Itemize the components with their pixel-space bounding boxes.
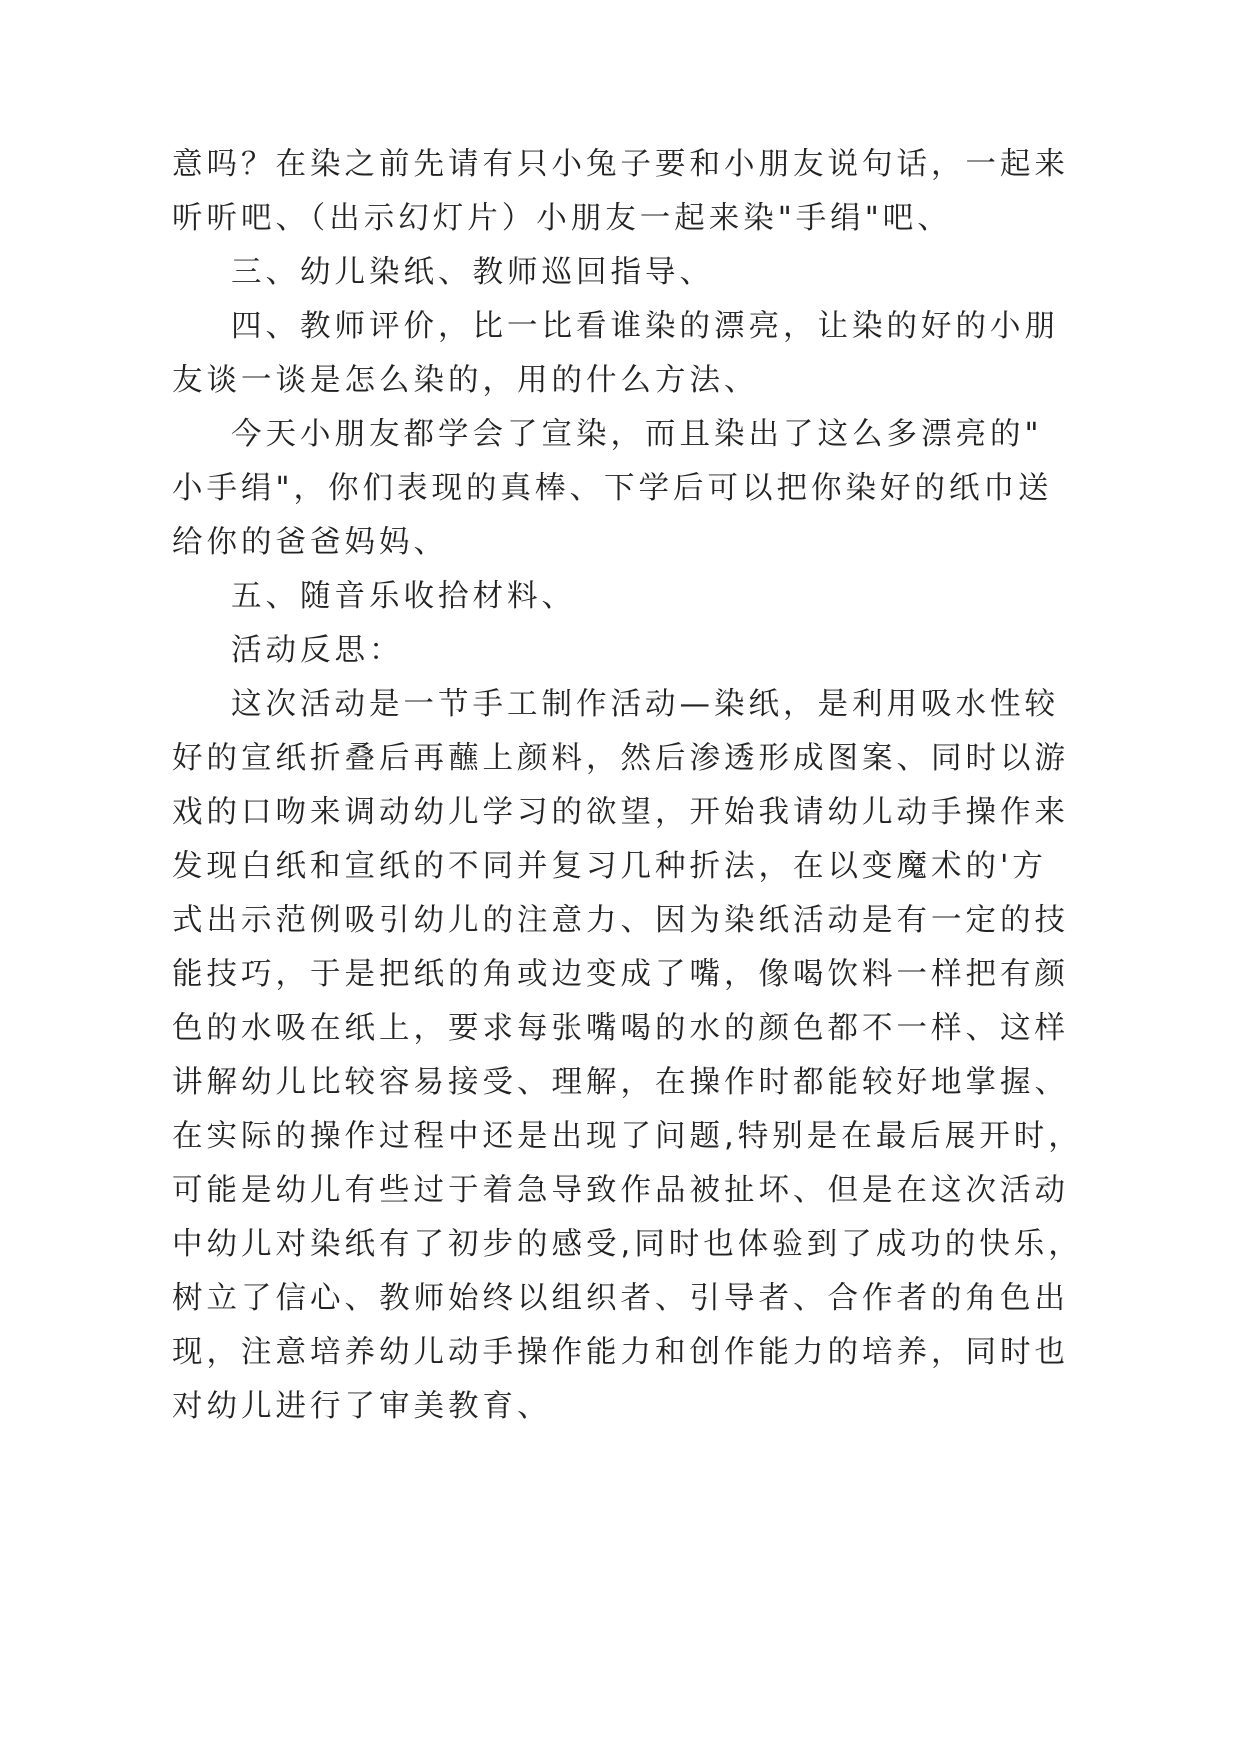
text-line: 中幼儿对染纸有了初步的感受,同时也体验到了成功的快乐， [172, 1227, 1083, 1262]
text-line: 发现白纸和宣纸的不同并复习几种折法，在以变魔术的'方 [172, 849, 1047, 884]
text-line: 现，注意培养幼儿动手操作能力和创作能力的培养，同时也 [172, 1335, 1069, 1370]
text-line: 树立了信心、教师始终以组织者、引导者、合作者的角色出 [172, 1281, 1069, 1316]
text-line: 今天小朋友都学会了宣染，而且染出了这么多漂亮的" [231, 417, 1043, 452]
text-line: 在实际的操作过程中还是出现了问题,特别是在最后展开时， [172, 1119, 1083, 1154]
text-line: 四、教师评价，比一比看谁染的漂亮，让染的好的小朋 [231, 309, 1059, 344]
text-line: 好的宣纸折叠后再蘸上颜料，然后渗透形成图案、同时以游 [172, 741, 1069, 776]
text-line: 讲解幼儿比较容易接受、理解，在操作时都能较好地掌握、 [172, 1065, 1069, 1100]
text-line: 友谈一谈是怎么染的，用的什么方法、 [172, 363, 759, 398]
text-line: 戏的口吻来调动幼儿学习的欲望，开始我请幼儿动手操作来 [172, 795, 1069, 830]
text-line: 可能是幼儿有些过于着急导致作品被扯坏、但是在这次活动 [172, 1173, 1069, 1208]
text-line: 小手绢"，你们表现的真棒、下学后可以把你染好的纸巾送 [172, 471, 1053, 506]
text-line: 式出示范例吸引幼儿的注意力、因为染纸活动是有一定的技 [172, 903, 1069, 938]
text-line: 对幼儿进行了审美教育、 [172, 1389, 552, 1424]
text-line: 听听吧、（出示幻灯片）小朋友一起来染"手绢"吧、 [172, 201, 952, 236]
text-line: 能技巧，于是把纸的角或边变成了嘴，像喝饮料一样把有颜 [172, 957, 1069, 992]
text-line: 给你的爸爸妈妈、 [172, 525, 448, 560]
text-line: 三、幼儿染纸、教师巡回指导、 [231, 255, 714, 290]
text-line: 色的水吸在纸上，要求每张嘴喝的水的颜色都不一样、这样 [172, 1011, 1069, 1046]
text-line: 五、随音乐收拾材料、 [231, 579, 576, 614]
section-heading: 活动反思： [231, 633, 404, 668]
text-line: 这次活动是一节手工制作活动—染纸，是利用吸水性较 [231, 687, 1059, 722]
text-line: 意吗？在染之前先请有只小兔子要和小朋友说句话，一起来 [172, 147, 1069, 182]
